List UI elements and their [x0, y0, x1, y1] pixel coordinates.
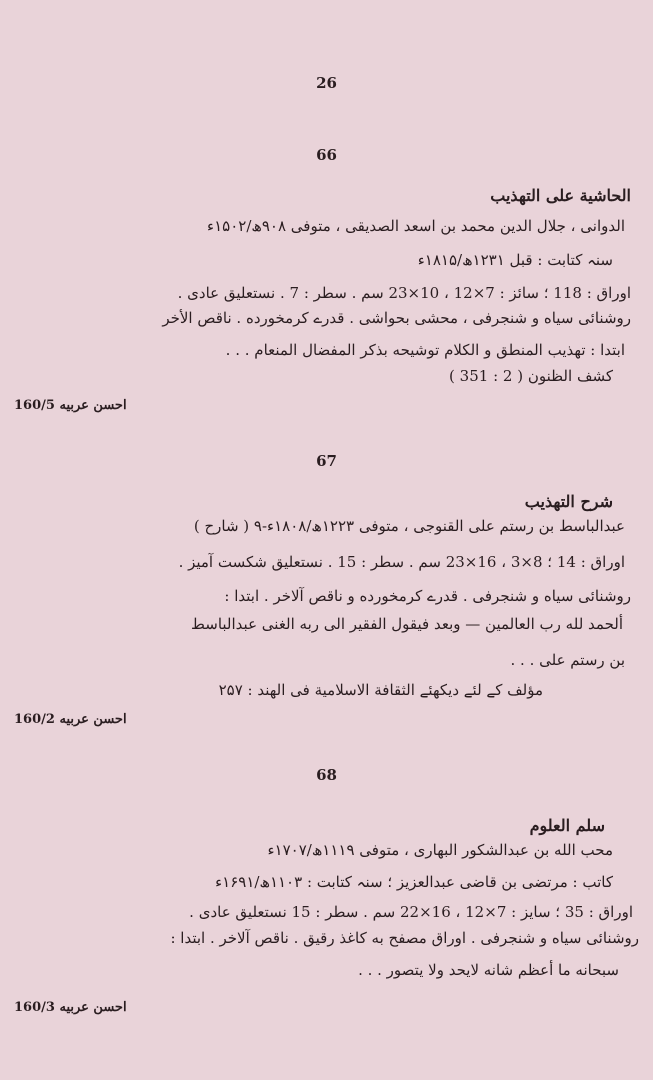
- entry-line: اوراق : 14 ؛ 8×3 ، 16×23 سم . سطر : 15 . نستعليق شكست آميز .: [178, 553, 625, 571]
- entry-title: سلم العلوم: [529, 816, 605, 835]
- shelf-code: 160/5: [14, 398, 55, 413]
- shelf-code: 160/3: [14, 1000, 55, 1015]
- shelf-mark: [14, 712, 127, 727]
- entry-line: الدوانی ، جلال الدين محمد بن اسعد الصديقی ، متوفی ۹۰۸ھ/۱۵۰۲ء: [207, 217, 625, 235]
- entry-line: سبحانه ما أعظم شانه لايحد ولا يتصور . . .: [358, 961, 619, 979]
- entry-line: اوراق : 35 ؛ سایز : 7×12 ، 16×22 سم . سطر : 15 نستعليق عادی .: [189, 903, 633, 921]
- shelf-code: 160/2: [14, 712, 55, 727]
- entry-line: كشف الظنون ( 2 : 351 ): [449, 367, 613, 385]
- shelf-label: احسن عربيه: [59, 398, 127, 413]
- entry-title: شرح التهذيب: [524, 492, 613, 511]
- entry-line: اوراق : 118 ؛ سائز : 7×12 ، 10×23 سم . سطر : 7 . نستعليق عادی .: [177, 284, 631, 302]
- entry-number: 68: [316, 766, 337, 784]
- entry-line: سنہ کتابت : قبل ۱۲۳۱ھ/۱۸۱۵ء: [417, 251, 613, 269]
- page-number: 26: [316, 74, 337, 92]
- entry-line: مؤلف کے لئے دیکھئے الثقافة الاسلامية فی الهند : ۲۵۷: [218, 681, 543, 699]
- entry-number: 67: [316, 452, 337, 470]
- entry-line: عبدالباسط بن رستم على القنوجی ، متوفی ۱۲۲۳ھ/۱۸۰۸ء-۹ ( شارح ): [193, 517, 625, 535]
- entry-line: ألحمد لله رب العالمين — وبعد فيقول الفقير الى ربه الغنی عبدالباسط: [191, 615, 623, 633]
- entry-line: بن رستم علی . . .: [510, 651, 625, 669]
- shelf-label: احسن عربيه: [59, 712, 127, 727]
- shelf-mark: [14, 1000, 127, 1015]
- entry-number: 66: [316, 146, 337, 164]
- entry-line: محب الله بن عبدالشكور البهاری ، متوفی ۱۱۱۹ھ/۱۷۰۷ء: [267, 841, 613, 859]
- entry-line: کاتب : مرتضی بن قاضی عبدالعزيز ؛ سنہ کتابت : ۱۱۰۳ھ/۱۶۹۱ء: [215, 873, 613, 891]
- shelf-label: احسن عربيه: [59, 1000, 127, 1015]
- entry-line: ابتدا : تهذيب المنطق و الكلام توشيحه بذكر المفضال المنعام . . .: [225, 341, 625, 359]
- entry-line: روشنائی سیاه و شنجرفی . قدرے کرمخورده و ناقص آلاخر . ابتدا :: [224, 587, 631, 605]
- entry-line: روشنائی سیاه و شنجرفی ، محشی بحواشی . قدرے کرمخورده . ناقص الأخر: [162, 309, 631, 327]
- entry-title: الحاشية على التهذيب: [490, 186, 631, 205]
- entry-line: روشنائی سیاه و شنجرفی . اوراق مصفح به كاغذ رقيق . ناقص آلاخر . ابتدا :: [170, 929, 639, 947]
- shelf-mark: [14, 398, 127, 413]
